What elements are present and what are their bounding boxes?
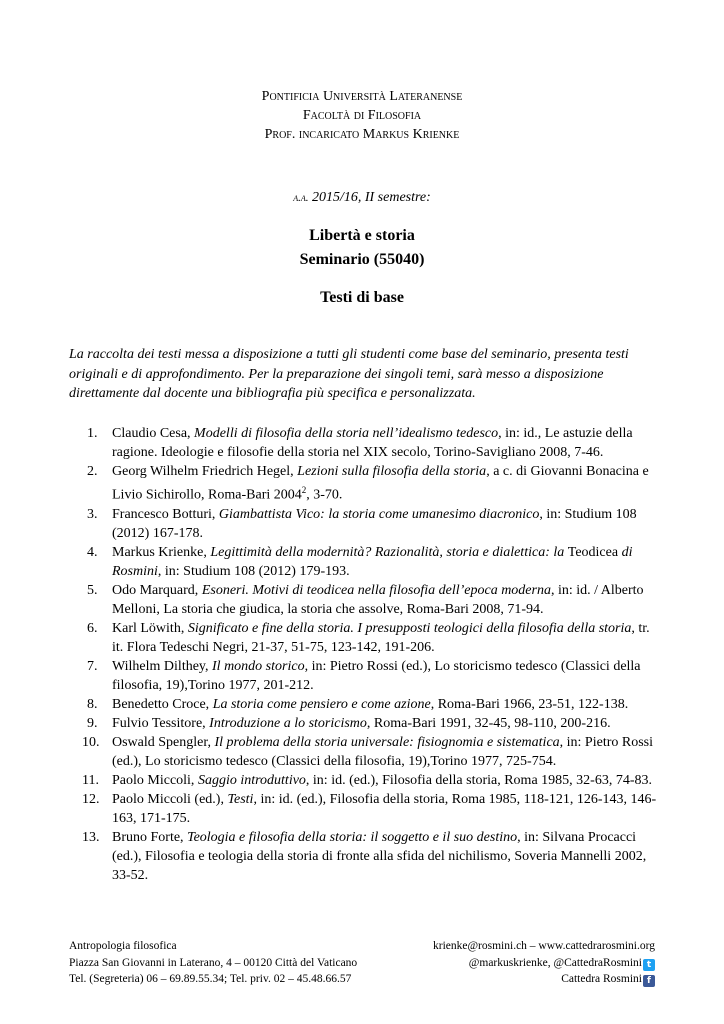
footer-twitter-handles[interactable]: @markuskrienke, @CattedraRosmini <box>468 956 642 969</box>
item-title: Il mondo storico <box>212 658 305 674</box>
section-title: Testi di base <box>320 289 404 306</box>
footer-email-web[interactable]: krienke@rosmini.ch – www.cattedrarosmini.org <box>432 940 655 952</box>
header-faculty: Facoltà di Filosofia <box>302 108 422 123</box>
facebook-icon[interactable]: f <box>643 975 655 987</box>
list-item <box>69 771 659 790</box>
item-details: , in: Pietro Rossi (ed.), Lo storicismo tedesco (Classici della filosofia, 19),Torino 1977, 725-754. <box>112 734 654 769</box>
item-title-upright: Teodicea <box>567 544 619 560</box>
item-title: Testi <box>227 791 254 807</box>
item-author: Francesco Botturi, <box>112 506 219 522</box>
header-university: Pontificia Università Lateranense <box>261 89 463 104</box>
item-author: Oswald Spengler, <box>112 734 215 750</box>
footer-phone: Tel. (Segreteria) 06 – 69.89.55.34; Tel. priv. 02 – 45.48.66.57 <box>69 973 352 985</box>
item-details: , in: id., Le astuzie della ragione. Ideologie e filosofie della storia nel XIX secolo, Torino-Savigliano 2008, 7-46. <box>112 426 633 460</box>
item-title: Significato e fine della storia. I presupposti teologici della filosofia della storia <box>187 620 632 636</box>
footer-facebook[interactable] <box>433 971 655 988</box>
item-number: 10. <box>82 734 100 750</box>
item-author: Markus Krienke, <box>112 544 211 560</box>
item-number: 6. <box>87 620 98 636</box>
item-details: , in: Studium 108 (2012) 167-178. <box>112 506 637 541</box>
item-pages: , 3-70. <box>306 487 343 503</box>
item-author: Paolo Miccoli, <box>112 772 198 788</box>
item-title-end: di Rosmini <box>112 544 633 579</box>
item-author: Wilhelm Dilthey, <box>112 658 213 674</box>
footer-twitter[interactable] <box>433 955 655 972</box>
footer-facebook-page[interactable]: Cattedra Rosmini <box>561 973 642 985</box>
academic-year-prefix: a.a. <box>293 192 309 204</box>
item-number: 4. <box>87 544 98 560</box>
item-number: 2. <box>87 464 98 479</box>
footer-left <box>69 938 357 988</box>
list-item <box>69 543 659 581</box>
list-item <box>69 733 659 771</box>
item-number: 7. <box>87 658 98 674</box>
course-title: Libertà e storia <box>309 227 415 244</box>
item-title: Giambattista Vico: la storia come umanesimo diacronico <box>218 506 540 522</box>
item-author: Claudio Cesa, <box>112 426 195 441</box>
item-details: , tr. it. Flora Tedeschi Negri, 21-37, 51-75, 123-142, 191-206. <box>112 620 650 655</box>
item-details: , in: Studium 108 (2012) 179-193. <box>157 563 350 579</box>
academic-year <box>0 190 724 206</box>
item-number: 1. <box>87 426 98 441</box>
intro-text: La raccolta dei testi messa a disposizione a tutti gli studenti come base del seminario, presenta testi originali e di approfondimento. Per la preparazione dei singoli temi, sarà messo a disposizione direttamente dal docente una bibliografia più specifica e personalizzata. <box>69 347 629 401</box>
list-item <box>69 695 659 714</box>
bibliography-list <box>69 424 659 885</box>
item-details: , in: id. (ed.), Filosofia della storia, Roma 1985, 118-121, 126-143, 146-163, 171-175. <box>112 791 657 826</box>
item-title: Esoneri. Motivi di teodicea nella filosofia dell’epoca moderna <box>201 582 551 598</box>
list-item <box>69 828 659 885</box>
list-item <box>69 505 659 543</box>
header-professor: Prof. incaricato Markus Krienke <box>264 127 460 142</box>
item-number: 12. <box>82 791 100 807</box>
item-details: , Roma-Bari 1991, 32-45, 98-110, 200-216. <box>366 715 611 731</box>
item-title: Il problema della storia universale: fisiognomia e sistematica <box>214 734 560 750</box>
item-details: , Roma-Bari 1966, 23-51, 122-138. <box>430 696 629 712</box>
item-author: Karl Löwith, <box>112 620 188 636</box>
item-number: 13. <box>82 829 100 845</box>
item-author: Odo Marquard, <box>112 582 202 598</box>
list-item <box>69 424 659 462</box>
item-title: Saggio introduttivo <box>197 772 306 788</box>
item-edition: 2 <box>301 485 307 495</box>
item-title: La storia come pensiero e come azione <box>212 696 431 712</box>
item-details: , in: id. / Alberto Melloni, La storia che giudica, la storia che assolve, Roma-Bari 2008, 71-94. <box>112 582 644 617</box>
item-title: Legittimità della modernità? Razionalità, storia e dialettica: la <box>210 544 568 560</box>
item-author: Fulvio Tessitore, <box>112 715 210 731</box>
item-details: , a c. di Giovanni Bonacina e Livio Sichirollo, Roma-Bari 2004 <box>112 464 649 503</box>
list-item <box>69 462 659 505</box>
item-title: Modelli di filosofia della storia nell’idealismo tedesco <box>194 426 499 441</box>
footer-course: Antropologia filosofica <box>69 940 177 952</box>
twitter-icon[interactable]: t <box>643 959 655 971</box>
item-details: , in: id. (ed.), Filosofia della storia, Roma 1985, 32-63, 74-83. <box>305 772 652 788</box>
item-number: 9. <box>87 715 98 731</box>
academic-year-text: 2015/16, II semestre: <box>311 190 431 205</box>
item-title: Introduzione a lo storicismo <box>209 715 367 731</box>
item-details: , in: Silvana Procacci (ed.), Filosofia e teologia della storia di fronte alla sfida del nichilismo, Soveria Mannelli 2002, 33-52. <box>112 829 647 883</box>
item-number: 3. <box>87 506 98 522</box>
item-author: Bruno Forte, <box>112 829 188 845</box>
list-item <box>69 790 659 828</box>
course-code: Seminario (55040) <box>299 251 425 268</box>
item-details: , in: Pietro Rossi (ed.), Lo storicismo tedesco (Classici della filosofia, 19),Torino 1977, 201-212. <box>112 658 641 693</box>
list-item <box>69 619 659 657</box>
item-author: Georg Wilhelm Friedrich Hegel, <box>112 464 298 479</box>
list-item <box>69 714 659 733</box>
item-number: 5. <box>87 582 98 598</box>
item-number: 8. <box>87 696 98 712</box>
footer-address: Piazza San Giovanni in Laterano, 4 – 00120 Città del Vaticano <box>69 956 358 969</box>
item-title: Lezioni sulla filosofia della storia <box>297 464 487 479</box>
item-number: 11. <box>82 772 99 788</box>
list-item <box>69 657 659 695</box>
item-author: Benedetto Croce, <box>112 696 213 712</box>
item-author: Paolo Miccoli (ed.), <box>112 791 228 807</box>
footer-right <box>433 938 655 988</box>
list-item <box>69 581 659 619</box>
item-title: Teologia e filosofia della storia: il soggetto e il suo destino <box>187 829 518 845</box>
